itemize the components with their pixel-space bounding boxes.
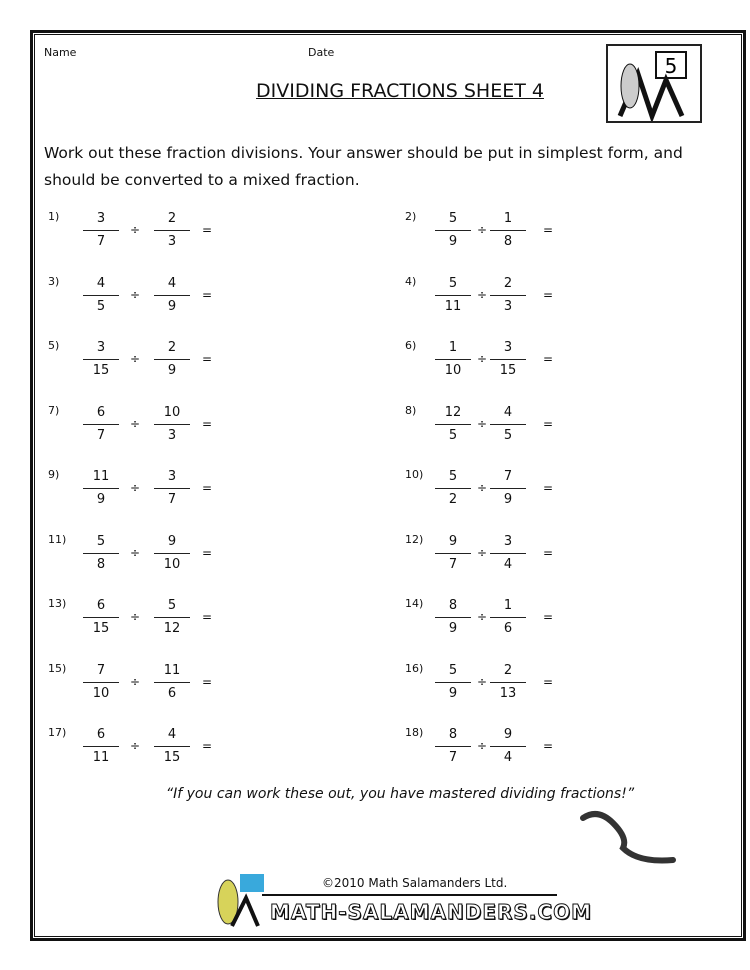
fraction-divisor [154, 726, 190, 767]
divide-sign: ÷ [130, 416, 141, 431]
problem [405, 404, 725, 454]
numerator: 4 [154, 726, 190, 747]
instructions: Work out these fraction divisions. Your answer should be put in simplest form, and should be converted to a mixed fraction. [44, 144, 683, 189]
equals-sign: = [543, 223, 554, 237]
numerator: 3 [490, 339, 526, 360]
denominator: 10 [92, 685, 110, 701]
salamander-logo [606, 44, 702, 123]
fraction-divisor [490, 597, 526, 638]
problem [48, 533, 368, 583]
numerator: 7 [490, 468, 526, 489]
fraction-divisor [154, 597, 190, 638]
numerator: 11 [83, 468, 119, 489]
equals-sign: = [202, 287, 213, 302]
equals-sign: = [202, 481, 213, 495]
numerator: 3 [83, 339, 119, 360]
fraction-divisor [490, 533, 526, 574]
equals-sign: = [543, 416, 554, 431]
problem-number: 11) [48, 532, 67, 546]
denominator: 12 [163, 621, 181, 636]
numerator: 2 [490, 662, 526, 683]
fraction-divisor [490, 726, 526, 767]
fraction-dividend [83, 339, 119, 380]
denominator: 4 [503, 750, 513, 765]
fraction-divisor [490, 339, 526, 380]
brand-wordmark: MATH-SALAMANDERS.COM [270, 900, 592, 924]
numerator: 2 [154, 339, 190, 360]
denominator: 7 [167, 492, 177, 507]
fraction-divisor [490, 275, 526, 316]
fraction-dividend [435, 404, 471, 445]
fraction-dividend [83, 210, 119, 251]
problem-number: 12) [405, 532, 424, 546]
denominator: 9 [167, 298, 177, 314]
equals-sign: = [202, 416, 213, 431]
divide-sign: ÷ [477, 610, 488, 624]
problem-number: 13) [48, 597, 67, 610]
problem [405, 468, 725, 518]
problem [405, 210, 725, 260]
numerator: 12 [435, 404, 471, 425]
denominator: 11 [92, 750, 110, 765]
problem-number: 3) [48, 274, 60, 288]
problem [48, 339, 368, 389]
numerator: 1 [490, 597, 526, 618]
denominator: 6 [167, 685, 177, 701]
numerator: 6 [83, 726, 119, 747]
fraction-dividend [435, 662, 471, 703]
denominator: 5 [96, 298, 106, 314]
fraction-divisor [490, 468, 526, 509]
numerator: 5 [435, 275, 471, 296]
divide-sign: ÷ [477, 545, 488, 560]
numerator: 3 [154, 468, 190, 489]
fraction-dividend [435, 533, 471, 574]
equals-sign: = [202, 545, 213, 560]
divide-sign: ÷ [477, 223, 488, 237]
problem [405, 339, 725, 389]
divide-sign: ÷ [477, 739, 488, 753]
copyright: ©2010 Math Salamanders Ltd. [322, 876, 508, 890]
problem-number: 16) [405, 661, 424, 675]
numerator: 6 [83, 404, 119, 425]
denominator: 15 [499, 363, 517, 378]
denominator: 9 [167, 363, 177, 378]
fraction-dividend [435, 210, 471, 251]
numerator: 11 [154, 662, 190, 683]
denominator: 9 [448, 621, 458, 636]
numerator: 1 [490, 210, 526, 231]
problem [48, 210, 368, 260]
numerator: 9 [435, 533, 471, 554]
fraction-dividend [83, 404, 119, 445]
denominator: 9 [448, 234, 458, 249]
problem-number: 8) [405, 403, 417, 417]
fraction-divisor [154, 339, 190, 380]
divide-sign: ÷ [130, 545, 141, 560]
salamander-logo-icon [608, 46, 700, 121]
denominator: 15 [92, 363, 110, 378]
numerator: 5 [435, 468, 471, 489]
divide-sign: ÷ [477, 416, 488, 431]
numerator: 1 [435, 339, 471, 360]
denominator: 7 [96, 427, 106, 443]
equals-sign: = [543, 352, 554, 366]
fraction-dividend [435, 275, 471, 316]
fraction-dividend [83, 662, 119, 703]
fraction-dividend [435, 726, 471, 767]
equals-sign: = [202, 674, 213, 689]
denominator: 7 [448, 556, 458, 572]
equals-sign: = [543, 545, 554, 560]
divide-sign: ÷ [477, 352, 488, 366]
numerator: 5 [435, 210, 471, 231]
fraction-divisor [490, 210, 526, 251]
date-label: Date [308, 46, 335, 59]
problem [405, 726, 725, 776]
equals-sign: = [543, 739, 554, 753]
problem [48, 726, 368, 776]
divider [262, 894, 557, 896]
denominator: 3 [167, 234, 177, 249]
closing-quote: “If you can work these out, you have mastered dividing fractions!” [165, 786, 635, 802]
fraction-divisor [154, 275, 190, 316]
problem [48, 275, 368, 325]
equals-sign: = [543, 481, 554, 495]
problem [405, 533, 725, 583]
denominator: 4 [503, 556, 513, 572]
fraction-dividend [435, 468, 471, 509]
denominator: 3 [167, 427, 177, 443]
denominator: 5 [503, 427, 513, 443]
numerator: 6 [83, 597, 119, 618]
divide-sign: ÷ [130, 352, 141, 366]
problem [48, 662, 368, 712]
fraction-dividend [83, 597, 119, 638]
denominator: 3 [503, 298, 513, 314]
problem [405, 597, 725, 647]
equals-sign: = [202, 739, 213, 753]
fraction-divisor [154, 210, 190, 251]
problem [48, 404, 368, 454]
fraction-divisor [154, 468, 190, 509]
fraction-dividend [83, 726, 119, 767]
problem-number: 7) [48, 403, 60, 417]
fraction-divisor [154, 662, 190, 703]
equals-sign: = [202, 352, 213, 366]
divide-sign: ÷ [130, 481, 141, 495]
denominator: 15 [92, 621, 110, 636]
salamander-mascot-icon [212, 872, 268, 928]
denominator: 13 [499, 685, 517, 701]
numerator: 4 [83, 275, 119, 296]
denominator: 10 [163, 556, 181, 572]
denominator: 8 [96, 556, 106, 572]
numerator: 5 [83, 533, 119, 554]
denominator: 7 [448, 750, 458, 765]
numerator: 8 [435, 726, 471, 747]
denominator: 7 [96, 234, 106, 249]
divide-sign: ÷ [130, 739, 141, 753]
equals-sign: = [543, 674, 554, 689]
numerator: 4 [154, 275, 190, 296]
numerator: 9 [490, 726, 526, 747]
numerator: 3 [490, 533, 526, 554]
fraction-dividend [435, 339, 471, 380]
problem [48, 597, 368, 647]
fraction-divisor [154, 533, 190, 574]
divide-sign: ÷ [477, 674, 488, 689]
equals-sign: = [202, 223, 213, 237]
fraction-dividend [83, 275, 119, 316]
problem-number: 9) [48, 468, 60, 481]
problem-number: 2) [405, 210, 417, 223]
numerator: 4 [490, 404, 526, 425]
numerator: 10 [154, 404, 190, 425]
fraction-divisor [490, 404, 526, 445]
denominator: 5 [448, 427, 458, 443]
logo-digit: 5 [664, 54, 678, 78]
divide-sign: ÷ [130, 674, 141, 689]
numerator: 5 [435, 662, 471, 683]
numerator: 5 [154, 597, 190, 618]
problem-number: 6) [405, 339, 417, 352]
equals-sign: = [202, 610, 213, 624]
denominator: 9 [503, 492, 513, 507]
denominator: 6 [503, 621, 513, 636]
denominator: 11 [444, 298, 462, 314]
page-title: DIVIDING FRACTIONS SHEET 4 [256, 80, 544, 102]
problem-number: 15) [48, 661, 67, 675]
divide-sign: ÷ [130, 287, 141, 302]
numerator: 2 [154, 210, 190, 231]
fraction-dividend [83, 533, 119, 574]
problem-number: 14) [405, 597, 424, 610]
numerator: 3 [83, 210, 119, 231]
problem [405, 662, 725, 712]
numerator: 2 [490, 275, 526, 296]
denominator: 9 [96, 492, 106, 507]
problem-number: 4) [405, 274, 417, 288]
salamander-icon [578, 808, 678, 868]
denominator: 10 [444, 363, 462, 378]
divide-sign: ÷ [130, 223, 141, 237]
problem [48, 468, 368, 518]
fraction-dividend [435, 597, 471, 638]
divide-sign: ÷ [477, 481, 488, 495]
problem-number: 10) [405, 468, 424, 481]
equals-sign: = [543, 287, 554, 302]
problem-number: 17) [48, 726, 67, 739]
divide-sign: ÷ [130, 610, 141, 624]
fraction-dividend [83, 468, 119, 509]
denominator: 9 [448, 685, 458, 701]
fraction-divisor [490, 662, 526, 703]
problem-number: 1) [48, 210, 60, 223]
problem-number: 18) [405, 726, 424, 739]
problem-number: 5) [48, 339, 60, 352]
fraction-divisor [154, 404, 190, 445]
denominator: 8 [503, 234, 513, 249]
denominator: 15 [163, 750, 181, 765]
numerator: 9 [154, 533, 190, 554]
problem [405, 275, 725, 325]
numerator: 7 [83, 662, 119, 683]
name-label: Name [44, 46, 77, 59]
numerator: 8 [435, 597, 471, 618]
divide-sign: ÷ [477, 287, 488, 302]
equals-sign: = [543, 610, 554, 624]
denominator: 2 [448, 492, 458, 507]
